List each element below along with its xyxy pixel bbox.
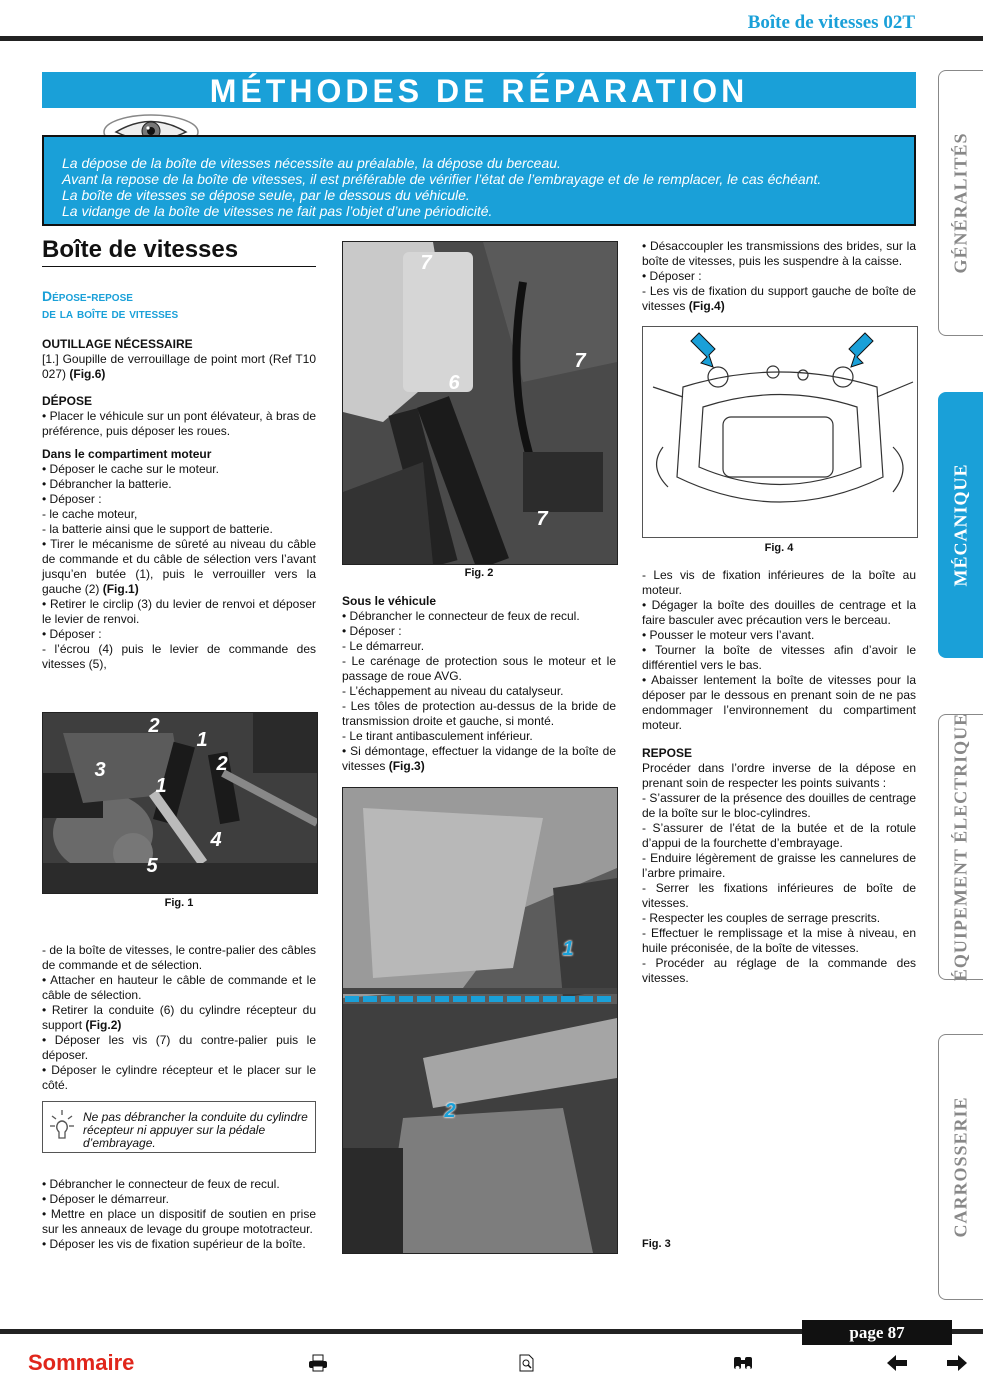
gearbox-photo-illustration xyxy=(343,788,617,1253)
col2-text xyxy=(342,594,616,774)
depose-text: • Placer le véhicule sur un pont élévateur, à bras de préférence, puis déposer les roues. xyxy=(42,409,316,438)
text-line: - la batterie ainsi que le support de batterie. xyxy=(42,522,273,536)
callout-label: 1 xyxy=(562,938,574,960)
text-line: - Les tôles de protection au-dessus de la bride de transmission droite et gauche, si monté. xyxy=(342,699,616,728)
col1-text-a xyxy=(42,337,316,672)
text-line: • Déposer le cache sur le moteur. xyxy=(42,462,219,476)
figure-3-photo xyxy=(342,787,618,1254)
text-paragraph: - Effectuer le remplissage et la mise à niveau, en huile préconisée, de la boîte de vitesses. xyxy=(642,926,916,955)
text-paragraph: • Déposer les vis (7) du contre-palier puis le déposer. xyxy=(42,1033,316,1062)
text-paragraph: • Dégager la boîte des douilles de centrage et la faire basculer avec précaution vers le berceau. xyxy=(642,598,916,627)
callout-label: 7 xyxy=(420,252,432,274)
tab-equipement-electrique[interactable] xyxy=(938,714,983,980)
tab-label: MÉCANIQUE xyxy=(950,463,971,587)
text-line: • Débrancher le connecteur de feux de recul. xyxy=(342,609,580,623)
text-paragraph: - Les vis de fixation inférieures de la boîte au moteur. xyxy=(642,568,916,597)
figure-1-caption: Fig. 1 xyxy=(164,897,194,909)
text-body: • Retirer la conduite (6) du cylindre récepteur du support xyxy=(42,1003,316,1032)
fig-ref: (Fig.6) xyxy=(69,367,106,381)
depose-title: DÉPOSE xyxy=(42,394,93,408)
text-line: • Déposer les vis de fixation supérieur de la boîte. xyxy=(42,1237,306,1251)
text-body: • Tirer le mécanisme de sûreté au niveau du câble de commande et du câble de sélection vers l’avant jusqu’en butée (1), puis le verrouiller vers la gauche (2) xyxy=(42,537,316,596)
text-line: - Le démarreur. xyxy=(342,639,425,653)
text-line: • Débrancher la batterie. xyxy=(42,477,172,491)
figure-2-photo xyxy=(342,241,618,565)
text-paragraph xyxy=(42,537,316,597)
figure-3-caption: Fig. 3 xyxy=(642,1238,671,1250)
zoom-icon[interactable] xyxy=(519,1354,535,1377)
text-body: • Si démontage, effectuer la vidange de la boîte de vitesses xyxy=(342,744,616,773)
text-paragraph: - de la boîte de vitesses, le contre-palier des câbles de commande et de sélection. xyxy=(42,943,316,972)
arrow-right-icon[interactable] xyxy=(946,1354,968,1377)
text-paragraph: - S’assurer de l’état de la butée et de la rotule d’appui de la fourchette d’embrayage. xyxy=(642,821,916,850)
compartiment-title: Dans le compartiment moteur xyxy=(42,447,212,461)
header-rule xyxy=(0,36,983,41)
text-paragraph: • Désaccoupler les transmissions des brides, sur la boîte de vitesses, puis les suspendre à la caisse. xyxy=(642,239,916,268)
intro-line: Avant la repose de la boîte de vitesses, il est préférable de vérifier l’état de l’embrayage et de le remplacer, le cas échéant. xyxy=(62,171,822,187)
binoculars-icon[interactable] xyxy=(732,1354,754,1377)
text-line: - L’échappement au niveau du catalyseur. xyxy=(342,684,564,698)
callout-label: 2 xyxy=(444,1100,456,1122)
engine-photo-illustration xyxy=(43,713,317,893)
fig-ref: (Fig.3) xyxy=(388,759,425,773)
text-paragraph: - Enduire légèrement de graisse les cannelures de l’arbre primaire. xyxy=(642,851,916,880)
callout-label: 7 xyxy=(536,508,548,530)
fig-ref: (Fig.2) xyxy=(85,1018,122,1032)
figure-4-caption: Fig. 4 xyxy=(764,542,794,554)
subheading-line: Dépose-repose xyxy=(42,288,133,304)
text-paragraph: • Pousser le moteur vers l’avant. xyxy=(642,628,815,642)
text-line: • Débrancher le connecteur de feux de recul. xyxy=(42,1177,280,1191)
fig-ref: (Fig.1) xyxy=(102,582,139,596)
warning-note xyxy=(42,1101,316,1153)
col3-text-a xyxy=(642,239,916,314)
tab-generalites[interactable] xyxy=(938,70,983,336)
vehicule-title: Sous le véhicule xyxy=(342,594,437,608)
text-line: • Déposer : xyxy=(342,624,402,638)
outillage-title: OUTILLAGE NÉCESSAIRE xyxy=(42,337,193,351)
engine-photo-illustration xyxy=(343,242,617,564)
tab-label: CARROSSERIE xyxy=(950,1096,971,1238)
text-paragraph: • Retirer le circlip (3) du levier de renvoi et déposer le levier de renvoi. xyxy=(42,597,316,626)
subheading-line: de la boîte de vitesses xyxy=(42,305,179,321)
text-line: - le cache moteur, xyxy=(42,507,138,521)
text-line: - Le tirant antibasculement inférieur. xyxy=(342,729,533,743)
callout-label: 2 xyxy=(148,715,160,737)
callout-label: 7 xyxy=(574,350,586,372)
callout-label: 4 xyxy=(210,829,222,851)
text-line: • Déposer le démarreur. xyxy=(42,1192,169,1206)
text-paragraph xyxy=(342,744,616,774)
print-icon[interactable] xyxy=(308,1354,328,1377)
tab-label: ÉQUIPEMENT ÉLECTRIQUE xyxy=(950,712,971,982)
callout-label: 1 xyxy=(155,775,167,797)
callout-label: 2 xyxy=(216,753,228,775)
col1-text-c xyxy=(42,1177,316,1252)
outillage-text xyxy=(42,352,316,382)
callout-label: 1 xyxy=(196,729,208,751)
figure-1-photo xyxy=(42,712,318,894)
text-line: - Le carénage de protection sous le moteur et le passage de roue AVG. xyxy=(342,654,616,683)
fig-ref: (Fig.4) xyxy=(688,299,725,313)
gearbox-line-drawing xyxy=(643,327,917,537)
repose-title: REPOSE xyxy=(642,746,693,760)
text-paragraph: - Serrer les fixations inférieures de boîte de vitesses. xyxy=(642,881,916,910)
text-paragraph: - Respecter les couples de serrage prescrits. xyxy=(642,911,881,925)
text-paragraph: - l’écrou (4) puis le levier de commande des vitesses (5), xyxy=(42,642,316,671)
tab-mecanique[interactable] xyxy=(938,392,983,658)
text-line: • Déposer : xyxy=(642,269,702,283)
text-paragraph: - S’assurer de la présence des douilles de centrage de la boîte sur le bloc-cylindres. xyxy=(642,791,916,820)
section-heading: Boîte de vitesses xyxy=(42,236,316,267)
figure-4-drawing xyxy=(642,326,918,538)
col1-text-b xyxy=(42,943,316,1093)
callout-label: 3 xyxy=(94,759,106,781)
figure-2-caption: Fig. 2 xyxy=(464,567,494,579)
page-number: page 87 xyxy=(802,1320,952,1345)
col3-text-b xyxy=(642,568,916,986)
intro-line: La vidange de la boîte de vitesses ne fait pas l’objet d’une périodicité. xyxy=(62,203,493,219)
text-paragraph xyxy=(42,1003,316,1033)
tab-label: GÉNÉRALITÉS xyxy=(950,132,971,274)
text-body: - Les vis de fixation du support gauche de boîte de vitesses xyxy=(642,284,916,313)
intro-line: La boîte de vitesses se dépose seule, par le dessous du véhicule. xyxy=(62,187,470,203)
intro-line: La dépose de la boîte de vitesses nécessite au préalable, la dépose du berceau. xyxy=(62,155,561,171)
callout-label: 5 xyxy=(146,855,158,877)
text-paragraph: Procéder dans l’ordre inverse de la dépose en prenant soin de respecter les points suivants : xyxy=(642,761,916,790)
tab-carrosserie[interactable] xyxy=(938,1034,983,1300)
arrow-left-icon[interactable] xyxy=(886,1354,908,1377)
text-paragraph: • Tourner la boîte de vitesses afin d’avoir le différentiel vers le bas. xyxy=(642,643,916,672)
text-paragraph xyxy=(642,284,916,314)
text-line: • Mettre en place un dispositif de soutien en prise sur les anneaux de levage du groupe mototracteur. xyxy=(42,1207,316,1236)
note-text: Ne pas débrancher la conduite du cylindre récepteur ni appuyer sur la pédale d’embrayage. xyxy=(83,1110,308,1150)
text-line: • Déposer : xyxy=(42,627,102,641)
text-paragraph: • Déposer le cylindre récepteur et le placer sur le côté. xyxy=(42,1063,316,1092)
text-paragraph: - Procéder au réglage de la commande des vitesses. xyxy=(642,956,916,985)
text-paragraph: • Abaisser lentement la boîte de vitesses pour la déposer par le dessous en prenant soin de ne pas endommager l’environnement du compartiment moteur. xyxy=(642,673,916,732)
text-paragraph: • Attacher en hauteur le câble de commande et le câble de sélection. xyxy=(42,973,316,1002)
document-header-title: Boîte de vitesses 02T xyxy=(747,12,915,33)
subsection-heading xyxy=(42,288,316,322)
sommaire-link[interactable]: Sommaire xyxy=(28,1350,135,1375)
text-line: • Déposer : xyxy=(42,492,102,506)
callout-label: 6 xyxy=(448,372,460,394)
section-banner: MÉTHODES DE RÉPARATION xyxy=(42,72,916,108)
intro-box xyxy=(42,135,916,226)
lightbulb-icon xyxy=(49,1108,75,1142)
outillage-text-body: [1.] Goupille de verrouillage de point mort (Ref T10 027) xyxy=(42,352,316,381)
